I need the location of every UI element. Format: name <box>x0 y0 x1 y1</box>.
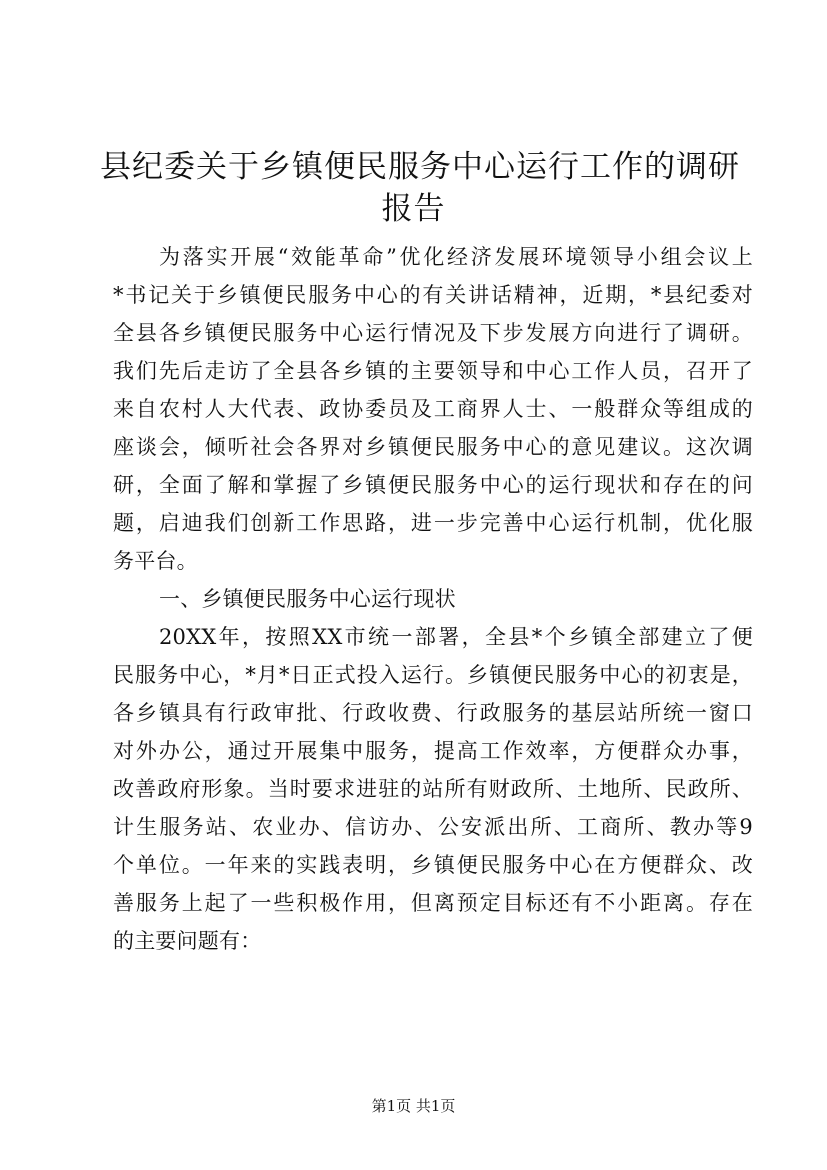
page-number-footer: 第1页 共1页 <box>371 1097 456 1115</box>
document-body <box>113 238 753 960</box>
text-line: 个单位。一年来的实践表明，乡镇便民服务中心在方便群众、改 <box>113 853 753 877</box>
text-line: 的主要问题有： <box>113 929 262 953</box>
text-line: 改善政府形象。当时要求进驻的站所有财政所、土地所、民政所、 <box>113 777 753 801</box>
text-line: 为落实开展“效能革命”优化经济发展环境领导小组会议上 <box>159 245 753 269</box>
text-line: 各乡镇具有行政审批、行政收费、行政服务的基层站所统一窗口 <box>113 701 753 725</box>
section-heading <box>113 580 753 618</box>
title-line: 报告 <box>381 191 446 227</box>
title-line: 县纪委关于乡镇便民服务中心运行工作的调研 <box>100 149 740 185</box>
text-line: 20XX年，按照XX市统一部署，全县*个乡镇全部建立了便 <box>159 625 753 649</box>
paragraph-status <box>113 618 753 960</box>
text-line: *书记关于乡镇便民服务中心的有关讲话精神，近期，*县纪委对 <box>113 283 753 307</box>
section-heading-text: 一、乡镇便民服务中心运行现状 <box>159 587 456 611</box>
text-line: 来自农村人大代表、政协委员及工商界人士、一般群众等组成的 <box>113 397 753 421</box>
text-line: 善服务上起了一些积极作用，但离预定目标还有不小距离。存在 <box>113 891 753 915</box>
text-line: 计生服务站、农业办、信访办、公安派出所、工商所、教办等9 <box>113 815 753 839</box>
text-line: 座谈会，倾听社会各界对乡镇便民服务中心的意见建议。这次调 <box>113 435 753 459</box>
text-line: 对外办公，通过开展集中服务，提高工作效率，方便群众办事， <box>113 739 753 763</box>
text-line: 研，全面了解和掌握了乡镇便民服务中心的运行现状和存在的问 <box>113 473 753 497</box>
paragraph-intro <box>113 238 753 580</box>
text-line: 题，启迪我们创新工作思路，进一步完善中心运行机制，优化服 <box>113 511 753 535</box>
text-line: 全县各乡镇便民服务中心运行情况及下步发展方向进行了调研。 <box>113 321 753 345</box>
text-line: 务平台。 <box>113 549 198 573</box>
document-title <box>100 146 740 230</box>
text-line: 民服务中心，*月*日正式投入运行。乡镇便民服务中心的初衷是， <box>113 663 753 687</box>
text-line: 我们先后走访了全县各乡镇的主要领导和中心工作人员，召开了 <box>113 359 753 383</box>
